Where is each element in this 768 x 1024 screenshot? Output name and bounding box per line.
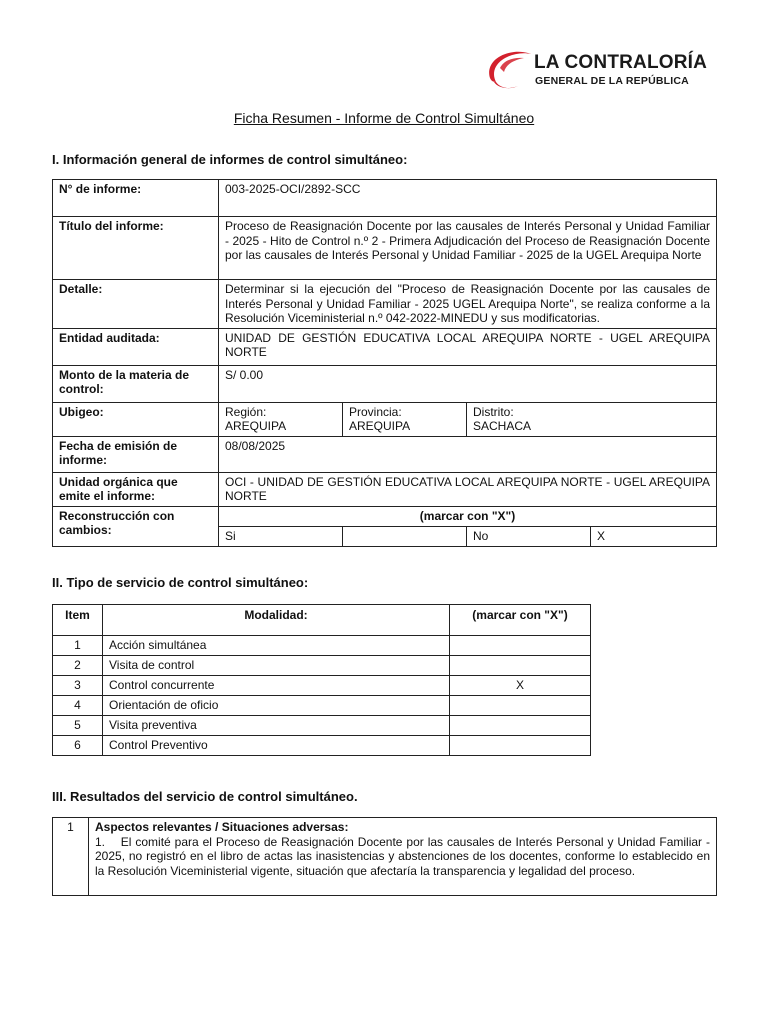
- fecha-label: Fecha de emisión de informe:: [53, 436, 219, 472]
- no-mark: X: [591, 526, 717, 546]
- row-entidad: [53, 328, 717, 365]
- distrito-value: SACHACA: [473, 419, 532, 433]
- result-content: [89, 818, 717, 896]
- row-ubigeo: [53, 402, 717, 436]
- provincia-cell: [343, 402, 467, 436]
- modalidad-cell: Orientación de oficio: [103, 696, 450, 716]
- table-row: [53, 676, 591, 696]
- mark-cell: X: [450, 676, 591, 696]
- service-type-header: [53, 605, 591, 636]
- row-fecha: [53, 436, 717, 472]
- row-unidad: [53, 472, 717, 506]
- section-1-title: I. Información general de informes de control simultáneo:: [52, 152, 408, 167]
- mark-cell: [450, 716, 591, 736]
- mark-cell: [450, 736, 591, 756]
- informe-label: N° de informe:: [53, 180, 219, 217]
- section-2-title: II. Tipo de servicio de control simultáneo:: [52, 575, 309, 590]
- monto-label: Monto de la materia de control:: [53, 365, 219, 402]
- item-number: 4: [53, 696, 103, 716]
- table-row: [53, 716, 591, 736]
- result-item-number: 1: [53, 818, 89, 896]
- logo-swoosh-icon: [484, 48, 532, 94]
- logo-name: LA CONTRALORÍA: [534, 52, 708, 73]
- col-item-header: Item: [53, 605, 103, 636]
- table-row: [53, 696, 591, 716]
- table-row: [53, 656, 591, 676]
- table-row: [53, 636, 591, 656]
- general-info-table: [52, 179, 717, 547]
- modalidad-cell: Control Preventivo: [103, 736, 450, 756]
- detalle-value: Determinar si la ejecución del "Proceso de Reasignación Docente por las causales de Interés Personal y Unidad Familiar - 2025 UGEL Arequipa Norte", se realiza conforme a la Resolución Viceministerial n.º 042-2022-MINEDU y sus modificatorias.: [219, 280, 717, 329]
- unidad-value: OCI - UNIDAD DE GESTIÓN EDUCATIVA LOCAL AREQUIPA NORTE - UGEL AREQUIPA NORTE: [219, 472, 717, 506]
- row-reconstruccion: [53, 506, 717, 526]
- modalidad-cell: Visita preventiva: [103, 716, 450, 736]
- item-number: 6: [53, 736, 103, 756]
- service-type-table: [52, 604, 591, 756]
- col-marcar-header: (marcar con "X"): [450, 605, 591, 636]
- distrito-cell: [467, 402, 717, 436]
- fecha-value: 08/08/2025: [219, 436, 717, 472]
- provincia-label: Provincia:: [349, 404, 402, 419]
- row-titulo: [53, 217, 717, 280]
- modalidad-cell: Visita de control: [103, 656, 450, 676]
- result-text: 1. El comité para el Proceso de Reasignación Docente por las causales de Interés Personal y Unidad Familiar - 2025, no registró en el libro de actas las inasistencias y abstenciones de los docentes, conforme lo establecido en la Resolución Viceministerial vigente, situación que afectaría la transparencia y legalidad del proceso.: [95, 834, 714, 878]
- region-value: AREQUIPA: [225, 419, 287, 433]
- unidad-label: Unidad orgánica que emite el informe:: [53, 472, 219, 506]
- informe-value: 003-2025-OCI/2892-SCC: [219, 180, 717, 217]
- si-label: Si: [219, 526, 343, 546]
- modalidad-cell: Control concurrente: [103, 676, 450, 696]
- reconstruccion-label: Reconstrucción con cambios:: [53, 506, 219, 546]
- mark-cell: [450, 696, 591, 716]
- ubigeo-label: Ubigeo:: [53, 402, 219, 436]
- monto-value: S/ 0.00: [219, 365, 717, 402]
- results-table: [52, 817, 717, 896]
- row-informe: [53, 180, 717, 217]
- contraloria-logo: [484, 48, 724, 94]
- table-row: [53, 736, 591, 756]
- provincia-value: AREQUIPA: [349, 419, 411, 433]
- mark-cell: [450, 656, 591, 676]
- col-modalidad-header: Modalidad:: [103, 605, 450, 636]
- document-title: Ficha Resumen - Informe de Control Simultáneo: [233, 110, 535, 126]
- distrito-label: Distrito:: [473, 404, 514, 419]
- entidad-label: Entidad auditada:: [53, 328, 219, 365]
- reconstruccion-marcar-header: (marcar con "X"): [219, 506, 717, 526]
- mark-cell: [450, 636, 591, 656]
- detalle-label: Detalle:: [53, 280, 219, 329]
- region-cell: [219, 402, 343, 436]
- si-mark: [343, 526, 467, 546]
- section-3-title: III. Resultados del servicio de control simultáneo.: [52, 789, 358, 804]
- titulo-label: Título del informe:: [53, 217, 219, 280]
- row-detalle: [53, 280, 717, 329]
- modalidad-cell: Acción simultánea: [103, 636, 450, 656]
- item-number: 3: [53, 676, 103, 696]
- titulo-value: Proceso de Reasignación Docente por las causales de Interés Personal y Unidad Familiar - 2025 - Hito de Control n.º 2 - Primera Adjudicación del Proceso de Reasignación Docente por las causales de Interés Personal y Unidad Familiar - 2025 de la UGEL Arequipa Norte: [219, 217, 717, 280]
- item-number: 1: [53, 636, 103, 656]
- entidad-value: UNIDAD DE GESTIÓN EDUCATIVA LOCAL AREQUIPA NORTE - UGEL AREQUIPA NORTE: [219, 328, 717, 365]
- result-heading: Aspectos relevantes / Situaciones adversas:: [95, 820, 349, 834]
- row-monto: [53, 365, 717, 402]
- no-label: No: [467, 526, 591, 546]
- item-number: 2: [53, 656, 103, 676]
- region-label: Región:: [225, 404, 267, 419]
- result-row: [53, 818, 717, 896]
- item-number: 5: [53, 716, 103, 736]
- logo-subtitle: GENERAL DE LA REPÚBLICA: [535, 75, 689, 87]
